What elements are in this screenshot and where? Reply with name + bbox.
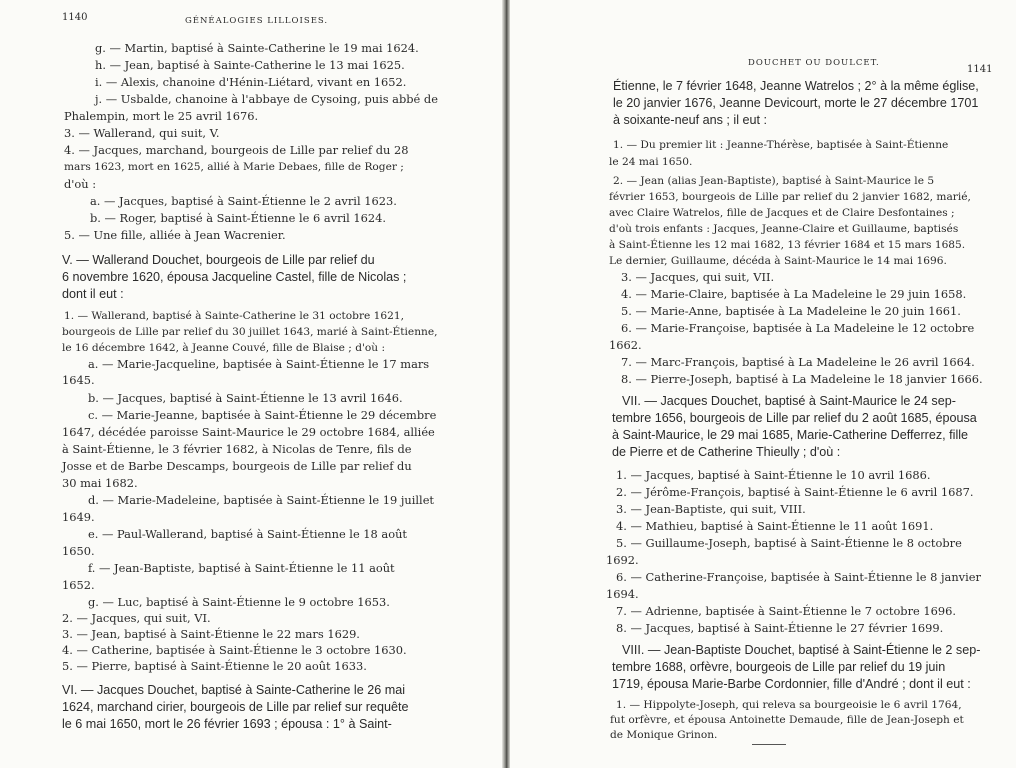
section-heading: VII. — Jacques Douchet, baptisé à Saint-Maurice le 24 sep- xyxy=(622,394,956,408)
text-line: 7. — Adrienne, baptisée à Saint-Étienne le 7 octobre 1696. xyxy=(616,604,957,618)
text-line: 1647, décédée paroisse Saint-Maurice le 29 octobre 1684, alliée xyxy=(62,425,435,439)
text-line: le 16 décembre 1642, à Jeanne Couvé, fille de Blaise ; d'où : xyxy=(62,342,386,354)
text-line: 2. — Jérôme-François, baptisé à Saint-Étienne le 6 avril 1687. xyxy=(616,485,974,499)
text-line: 5. — Une fille, alliée à Jean Wacrenier. xyxy=(64,228,286,242)
text-line: 1650. xyxy=(62,544,95,558)
text-line: 4. — Mathieu, baptisé à Saint-Étienne le 11 août 1691. xyxy=(616,519,934,533)
text-line: 1652. xyxy=(62,578,95,592)
text-line: 3. — Jean, baptisé à Saint-Étienne le 22 mars 1629. xyxy=(62,627,360,641)
text-line: mars 1623, mort en 1625, allié à Marie Debaes, fille de Roger ; xyxy=(64,161,404,173)
text-line: à Saint-Étienne, le 3 février 1682, à Nicolas de Tenre, fils de xyxy=(62,442,412,456)
text-line: 4. — Catherine, baptisée à Saint-Étienne le 3 octobre 1630. xyxy=(62,643,407,657)
text-line: 5. — Marie-Anne, baptisée à La Madeleine le 20 juin 1661. xyxy=(621,304,961,318)
text-line: d'où : xyxy=(64,177,97,191)
text-line: à Saint-Maurice, le 29 mai 1685, Marie-Catherine Defferrez, fille xyxy=(612,428,969,442)
text-line: février 1653, bourgeois de Lille par relief du 2 janvier 1682, marié, xyxy=(609,191,971,203)
text-line: e. — Paul-Wallerand, baptisé à Saint-Étienne le 18 août xyxy=(88,527,407,541)
right-running-header: DOUCHET OU DOULCET. xyxy=(748,58,880,68)
text-line: a. — Jacques, baptisé à Saint-Étienne le 2 avril 1623. xyxy=(90,194,397,208)
text-line: h. — Jean, baptisé à Sainte-Catherine le 13 mai 1625. xyxy=(95,58,405,72)
text-line: de Monique Grinon. xyxy=(610,729,718,741)
text-line: 6. — Marie-Françoise, baptisée à La Madeleine le 12 octobre xyxy=(621,321,975,335)
text-line: 6. — Catherine-Françoise, baptisée à Saint-Étienne le 8 janvier xyxy=(616,570,981,584)
text-line: 1. — Hippolyte-Joseph, qui releva sa bourgeoisie le 6 avril 1764, xyxy=(616,699,962,711)
text-line: 1645. xyxy=(62,373,95,387)
text-line: 30 mai 1682. xyxy=(62,476,138,490)
text-line: à soixante-neuf ans ; il eut : xyxy=(613,113,768,127)
section-heading: VIII. — Jean-Baptiste Douchet, baptisé à Saint-Étienne le 2 sep- xyxy=(622,643,981,657)
text-line: le 6 mai 1650, mort le 26 février 1693 ; épousa : 1° à Saint- xyxy=(62,717,392,731)
text-line: d'où trois enfants : Jacques, Jeanne-Claire et Guillaume, baptisés xyxy=(609,223,959,235)
left-page-number: 1140 xyxy=(62,12,88,23)
book-spine xyxy=(502,0,510,768)
text-line: 2. — Jean (alias Jean-Baptiste), baptisé à Saint-Maurice le 5 xyxy=(613,175,935,187)
section-heading: VI. — Jacques Douchet, baptisé à Sainte-Catherine le 26 mai xyxy=(62,683,406,697)
section-heading: V. — Wallerand Douchet, bourgeois de Lille par relief du xyxy=(62,253,375,267)
left-page xyxy=(0,0,500,768)
text-line: d. — Marie-Madeleine, baptisée à Saint-Étienne le 19 juillet xyxy=(88,493,435,507)
text-line: fut orfèvre, et épousa Antoinette Demaude, fille de Jean-Joseph et xyxy=(610,714,964,726)
text-line: 8. — Pierre-Joseph, baptisé à La Madeleine le 18 janvier 1666. xyxy=(621,372,983,386)
text-line: 3. — Jean-Baptiste, qui suit, VIII. xyxy=(616,502,806,516)
text-line: Étienne, le 7 février 1648, Jeanne Watrelos ; 2° à la même église, xyxy=(613,79,979,93)
text-line: Phalempin, mort le 25 avril 1676. xyxy=(64,109,259,123)
text-line: f. — Jean-Baptiste, baptisé à Saint-Étienne le 11 août xyxy=(88,561,395,575)
text-line: à Saint-Étienne les 12 mai 1682, 13 février 1684 et 15 mars 1685. xyxy=(609,239,966,251)
text-line: g. — Martin, baptisé à Sainte-Catherine le 19 mai 1624. xyxy=(95,41,419,55)
text-line: 3. — Wallerand, qui suit, V. xyxy=(64,126,220,140)
text-line: Le dernier, Guillaume, décéda à Saint-Maurice le 14 mai 1696. xyxy=(609,255,947,267)
left-running-header: GÉNÉALOGIES LILLOISES. xyxy=(185,16,329,26)
text-line: avec Claire Watrelos, fille de Jacques et de Claire Desfontaines ; xyxy=(609,207,955,219)
text-line: 1662. xyxy=(609,338,642,352)
text-line: 1649. xyxy=(62,510,95,524)
text-line: 2. — Jacques, qui suit, VI. xyxy=(62,611,211,625)
right-page-number: 1141 xyxy=(967,64,993,75)
text-line: le 24 mai 1650. xyxy=(609,156,693,168)
text-line: 1624, marchand cirier, bourgeois de Lille par relief sur requête xyxy=(62,700,409,714)
text-line: 3. — Jacques, qui suit, VII. xyxy=(621,270,775,284)
text-line: g. — Luc, baptisé à Saint-Étienne le 9 octobre 1653. xyxy=(88,595,390,609)
text-line: 8. — Jacques, baptisé à Saint-Étienne le 27 février 1699. xyxy=(616,621,944,635)
text-line: le 20 janvier 1676, Jeanne Devicourt, morte le 27 décembre 1701 xyxy=(613,96,979,110)
text-line: a. — Marie-Jacqueline, baptisée à Saint-Étienne le 17 mars xyxy=(88,357,430,371)
text-line: bourgeois de Lille par relief du 30 juillet 1643, marié à Saint-Étienne, xyxy=(62,326,438,338)
text-line: 1719, épousa Marie-Barbe Cordonnier, fille d'André ; dont il eut : xyxy=(612,677,971,691)
text-line: j. — Usbalde, chanoine à l'abbaye de Cysoing, puis abbé de xyxy=(95,92,438,106)
text-line: 1. — Wallerand, baptisé à Sainte-Catherine le 31 octobre 1621, xyxy=(64,310,404,322)
text-line: 1694. xyxy=(606,587,639,601)
text-line: 6 novembre 1620, épousa Jacqueline Castel, fille de Nicolas ; xyxy=(62,270,407,284)
text-line: 1. — Jacques, baptisé à Saint-Étienne le 10 avril 1686. xyxy=(616,468,931,482)
text-line: c. — Marie-Jeanne, baptisée à Saint-Étienne le 29 décembre xyxy=(88,408,437,422)
text-line: i. — Alexis, chanoine d'Hénin-Liétard, vivant en 1652. xyxy=(95,75,407,89)
text-line: b. — Jacques, baptisé à Saint-Étienne le 13 avril 1646. xyxy=(88,391,403,405)
text-line: 4. — Jacques, marchand, bourgeois de Lille par relief du 28 xyxy=(64,143,409,157)
text-line: dont il eut : xyxy=(62,287,124,301)
text-line: 1. — Du premier lit : Jeanne-Thérèse, baptisée à Saint-Étienne xyxy=(613,139,949,151)
text-line: 1692. xyxy=(606,553,639,567)
text-line: de Pierre et de Catherine Thieully ; d'où : xyxy=(612,445,841,459)
text-line: 7. — Marc-François, baptisé à La Madeleine le 26 avril 1664. xyxy=(621,355,975,369)
text-line: tembre 1688, orfèvre, bourgeois de Lille par relief du 19 juin xyxy=(612,660,946,674)
text-line: tembre 1656, bourgeois de Lille par relief du 2 août 1685, épousa xyxy=(612,411,977,425)
text-line: 5. — Guillaume-Joseph, baptisé à Saint-Étienne le 8 octobre xyxy=(616,536,962,550)
end-rule xyxy=(752,744,786,745)
right-page xyxy=(512,0,1016,768)
text-line: 4. — Marie-Claire, baptisée à La Madeleine le 29 juin 1658. xyxy=(621,287,967,301)
text-line: 5. — Pierre, baptisé à Saint-Étienne le 20 août 1633. xyxy=(62,659,367,673)
text-line: b. — Roger, baptisé à Saint-Étienne le 6 avril 1624. xyxy=(90,211,387,225)
text-line: Josse et de Barbe Descamps, bourgeois de Lille par relief du xyxy=(62,459,412,473)
